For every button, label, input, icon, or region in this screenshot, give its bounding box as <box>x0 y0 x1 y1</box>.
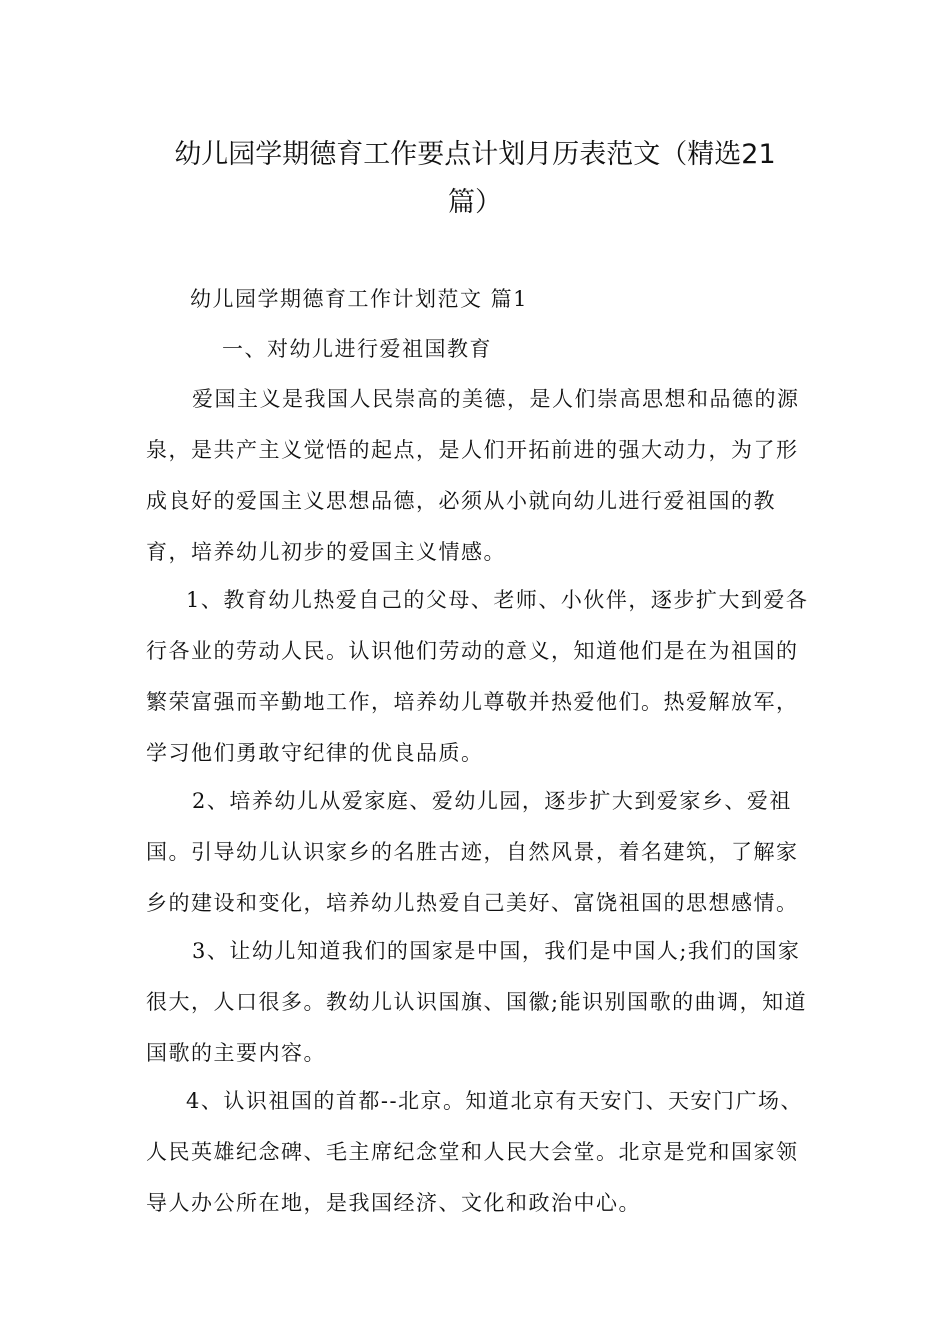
paragraph-item-3: 3、让幼儿知道我们的国家是中国，我们是中国人;我们的国家很大，人口很多。教幼儿认识国旗、国徽;能识别国歌的曲调，知道国歌的主要内容。 <box>146 939 808 1065</box>
subheading: 一、对幼儿进行爱祖国教育 <box>222 337 492 361</box>
paragraph-item-2: 2、培养幼儿从爱家庭、爱幼儿园，逐步扩大到爱家乡、爱祖国。引导幼儿认识家乡的名胜古迹，自然风景，着名建筑，了解家乡的建设和变化，培养幼儿热爱自己美好、富饶祖国的思想感情。 <box>146 789 799 915</box>
paragraph-intro: 爱国主义是我国人民崇高的美德，是人们崇高思想和品德的源泉，是共产主义觉悟的起点，是人们开拓前进的强大动力，为了形成良好的爱国主义思想品德，必须从小就向幼儿进行爱祖国的教育，培养幼儿初步的爱国主义情感。 <box>146 387 800 564</box>
paragraph-item-4: 4、认识祖国的首都--北京。知道北京有天安门、天安门广场、人民英雄纪念碑、毛主席纪念堂和人民大会堂。北京是党和国家领导人办公所在地，是我国经济、文化和政治中心。 <box>146 1089 804 1215</box>
paragraph-item-1: 1、教育幼儿热爱自己的父母、老师、小伙伴，逐步扩大到爱各行各业的劳动人民。认识他们劳动的意义，知道他们是在为祖国的繁荣富强而辛勤地工作，培养幼儿尊敬并热爱他们。热爱解放军，学习他们勇敢守纪律的优良品质。 <box>146 588 809 765</box>
document-title-line-1: 幼儿园学期德育工作要点计划月历表范文（精选21 <box>174 139 776 170</box>
document-title-line-2: 篇） <box>448 187 502 218</box>
section-heading: 幼儿园学期德育工作计划范文 篇1 <box>190 287 529 311</box>
